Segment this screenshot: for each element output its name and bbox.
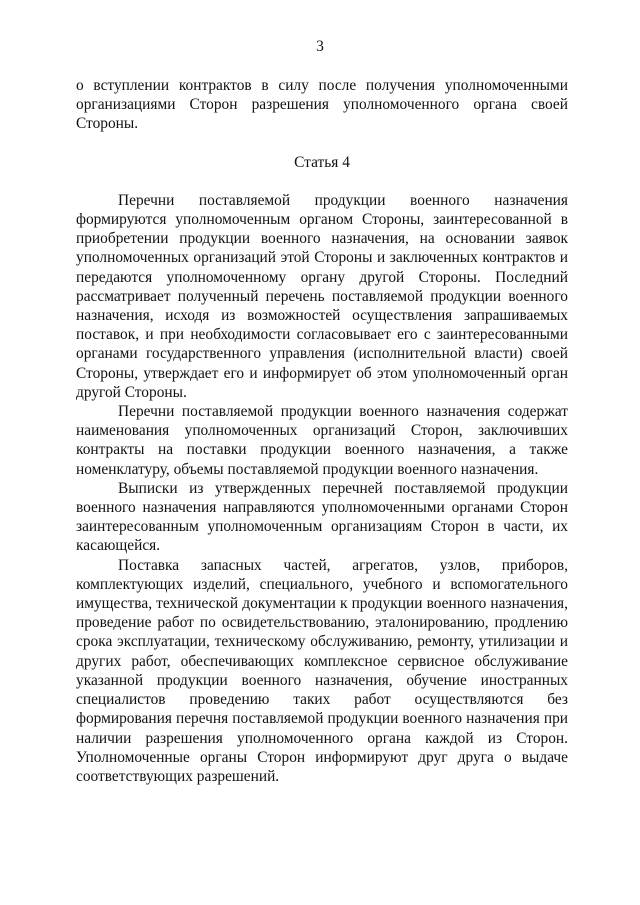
article-paragraph-4: Поставка запасных частей, агрегатов, узлов, приборов, комплектующих изделий, специального, учебного и вспомогательного имущества, технической документации к продукции военного назначения, проведение работ по освидетельствованию, эталонированию, продлению срока эксплуатации, техническому обслуживанию, ремонту, утилизации и других работ, обеспечивающих комплексное сервисное обслуживание указанной продукции военного назначения, обучение иностранных специалистов проведению таких работ осуществляются без формирования перечня поставляемой продукции военного назначения при наличии разрешения уполномоченного органа каждой из Сторон. Уполномоченные органы Сторон информируют друг друга о выдаче соответствующих разрешений. (76, 556, 568, 785)
document-body (76, 76, 568, 786)
page-number: 3 (316, 38, 324, 55)
article-heading: Статья 4 (294, 153, 350, 171)
article-paragraph-3: Выписки из утвержденных перечней поставляемой продукции военного назначения направляются уполномоченными органами Сторон заинтересованным уполномоченным организациям Сторон в части, их касающейся. (76, 479, 568, 555)
article-paragraph-1: Перечни поставляемой продукции военного назначения формируются уполномоченным органом Стороны, заинтересованной в приобретении продукции военного назначения, на основании заявок уполномоченных организаций этой Стороны и заключенных контрактов и передаются уполномоченному органу другой Стороны. Последний рассматривает полученный перечень поставляемой продукции военного назначения, исходя из возможностей осуществления запрашиваемых поставок, и при необходимости согласовывает его с заинтересованными органами государственного управления (исполнительной власти) своей Стороны, утверждает его и информирует об этом уполномоченный орган другой Стороны. (76, 191, 568, 401)
article-paragraph-2: Перечни поставляемой продукции военного назначения содержат наименования уполномоченных организаций Сторон, заключивших контракты на поставки продукции военного назначения, а также номенклатуру, объемы поставляемой продукции военного назначения. (76, 403, 568, 478)
intro-paragraph: о вступлении контрактов в силу после получения уполномоченными организациями Сторон разрешения уполномоченного органа своей Стороны. (76, 77, 568, 133)
